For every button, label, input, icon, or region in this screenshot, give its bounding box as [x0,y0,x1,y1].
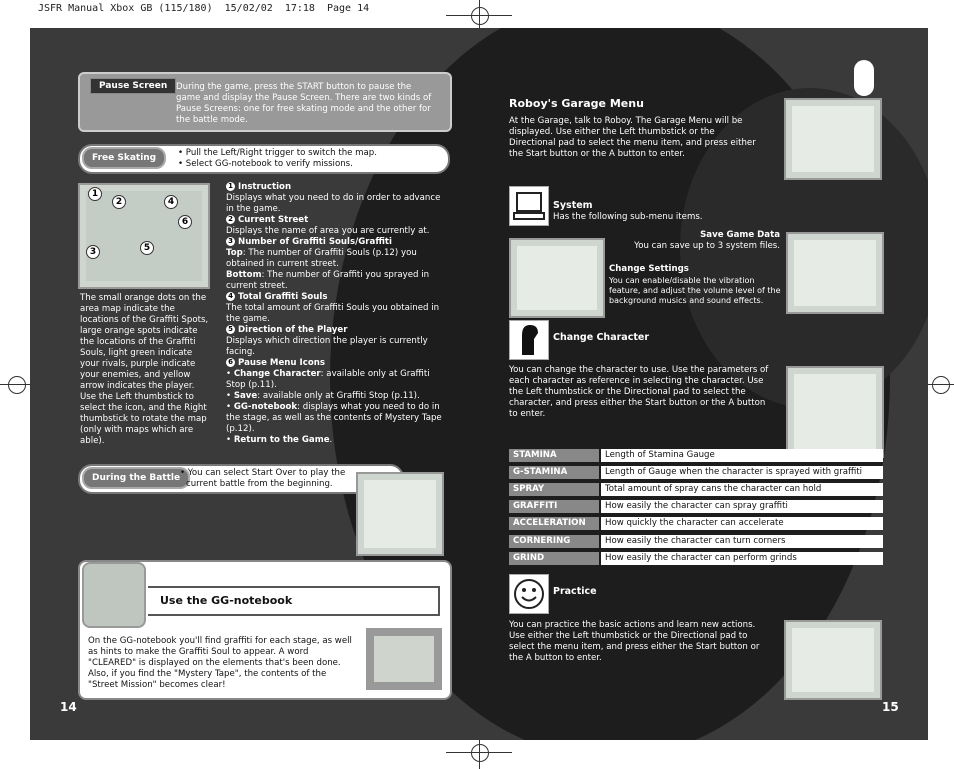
item-title: Total Graffiti Souls [238,292,328,302]
registration-line [479,0,480,28]
battle-line-1: • You can select Start Over to play the [180,468,346,478]
item-title: Instruction [238,182,292,192]
table-row [509,535,879,548]
battle-line-2: current battle from the beginning. [186,479,333,489]
callout-2: 2 [112,195,126,209]
save-screenshot [786,232,884,314]
free-skating-line-1: • Pull the Left/Right trigger to switch the map. [178,148,377,158]
free-skating-bar [78,144,450,174]
item-body: The total amount of Graffiti Souls you obtained in the game. [226,303,440,324]
garage-screenshot [784,98,882,180]
logo-mark [854,60,874,96]
param-value: How easily the character can turn corners [601,535,883,548]
character-icon [509,320,549,360]
param-value: Length of Gauge when the character is sprayed with graffiti [601,466,883,479]
item-body: : The number of Graffiti Souls (p.12) you obtained in current street. [226,248,417,269]
registration-line [479,740,480,769]
item-body: : The number of Graffiti you sprayed in current street. [226,270,430,291]
free-skating-tag: Free Skating [82,147,166,169]
gg-screenshot [366,628,442,690]
item-title: Pause Menu Icons [238,358,325,368]
settings-title: Change Settings [609,264,689,274]
menu-icon-label: Change Character [233,369,321,379]
change-text: You can change the character to use. Use the parameters of each character as reference in selecting the character. Use the Left thumbstick or the Directional pad to select the character, and press either the Start button or the A button to enter. [509,365,769,419]
table-row [509,466,879,479]
change-title: Change Character [553,332,650,343]
settings-text: You can enable/disable the vibration feature, and adjust the volume level of the background musics and sound effects. [609,276,781,305]
registration-mark-right [932,376,950,394]
item-title: Number of Graffiti Souls/Graffiti [238,237,392,247]
menu-icon-label: Return to the Game [233,435,330,445]
item-body: Displays what you need to do in order to advance in the game. [226,193,441,214]
item-label: Bottom [226,270,262,280]
garage-title: Roboy's Garage Menu [509,97,644,110]
param-key: ACCELERATION [509,517,599,530]
practice-text: You can practice the basic actions and learn new actions. Use either the Left thumbstick or the Directional pad to select the menu item, and press either the Start button or the A button to enter. [509,620,760,663]
table-row [509,517,879,530]
gg-notebook-panel [78,560,452,700]
number-badge: 2 [226,215,235,224]
number-badge: 5 [226,325,235,334]
battle-tag: During the Battle [82,467,190,489]
page-spread [30,28,928,740]
smiley-icon [509,574,549,614]
item-label: Top [226,248,243,258]
character-screenshot [786,366,884,458]
param-value: How quickly the character can accelerate [601,517,883,530]
registration-mark-bottom [471,744,489,762]
param-value: Length of Stamina Gauge [601,449,883,462]
callout-3: 3 [86,245,100,259]
table-row [509,500,879,513]
param-key: STAMINA [509,449,599,462]
param-key: G-STAMINA [509,466,599,479]
menu-icon-text: . [329,435,333,445]
battle-screenshot [356,472,444,556]
registration-mark-left [8,376,26,394]
param-value: How easily the character can spray graffiti [601,500,883,513]
number-badge: 4 [226,292,235,301]
system-text: Has the following sub-menu items. [553,212,703,222]
practice-title: Practice [553,586,597,597]
pause-screen-tag: Pause Screen [90,78,176,94]
number-badge: 6 [226,358,235,367]
save-text: You can save up to 3 system files. [634,241,780,251]
table-row [509,449,879,462]
param-value: Total amount of spray cans the character can hold [601,483,883,496]
character-portrait [82,562,146,628]
menu-icon-label: GG-notebook [233,402,298,412]
registration-line [928,384,954,385]
registration-mark-top [471,7,489,25]
param-key: SPRAY [509,483,599,496]
settings-screenshot [509,238,605,318]
practice-screenshot [784,620,882,700]
pause-screen-panel [78,72,452,132]
callout-1: 1 [88,187,102,201]
param-key: GRAFFITI [509,500,599,513]
table-row [509,552,879,565]
pause-screen-text: During the game, press the START button to pause the game and display the Pause Screen. There are two kinds of Pause Screens: one for free skating mode and the other for the battle mode. [176,82,432,125]
param-value: How easily the character can perform grinds [601,552,883,565]
page-number-left: 14 [60,700,77,714]
menu-icon-text: : available only at Graffiti Stop (p.11). [257,391,420,401]
item-body: Displays which direction the player is currently facing. [226,336,428,357]
param-key: CORNERING [509,535,599,548]
item-body: Displays the name of area you are currently at. [226,226,430,236]
param-key: GRIND [509,552,599,565]
registration-line [0,384,30,385]
table-row [509,483,879,496]
item-title: Current Street [238,215,309,225]
system-title: System [553,200,593,211]
registration-line [446,15,512,16]
callout-6: 6 [178,215,192,229]
number-badge: 3 [226,237,235,246]
callout-4: 4 [164,195,178,209]
items-column: 1 Instruction Displays what you need to do in order to advance in the game. 2 Current Street Displays the name of area you are currently at. 3 Number of Graffiti Souls/Graffiti Top: The number of Graffiti Souls (p.12) you obtained in current street. Bottom: The number of Graffiti you sprayed in current street. 4 Total Graffiti Souls The total amount of Graffiti Souls you obtained in the game. 5 Direction of the Player Displays which direction the player is currently facing. 6 Pause Menu Icons • Change Character: available only at Graffiti Stop (p.11). • Save: available only at Graffiti Stop (p.11). • GG-notebook: displays what you need to do in the stage, as well as the contents of Mystery Tape (p.12). • Return to the Game. [226,182,446,446]
callout-5: 5 [140,241,154,255]
item-title: Direction of the Player [238,325,348,335]
menu-icon-label: Save [233,391,258,401]
free-skating-line-2: • Select GG-notebook to verify missions. [178,159,353,169]
map-description: The small orange dots on the area map indicate the locations of the Graffiti Spots, large orange spots indicate the locations of the Graffiti Souls, light green indicate your rivals, purple indicate your enemies, and yellow arrow indicates the player. Use the Left thumbstick to select the icon, and the Right thumbstick to rotate the map (only with maps which are able). [80,293,209,446]
computer-icon [509,186,549,226]
page-number-right: 15 [882,700,899,714]
menu-icon-text: : available only at Graffiti Stop (p.11). [226,369,430,390]
number-badge: 1 [226,182,235,191]
save-title: Save Game Data [700,230,780,240]
menu-icon-text: : displays what you need to do in the stage, as well as the contents of Mystery Tape (p.12). [226,402,442,434]
garage-text: At the Garage, talk to Roboy. The Garage Menu will be displayed. Use either the Left thumbstick or the Directional pad to select the menu item, and press either the Start button or the A button to enter. [509,116,756,159]
gg-title: Use the GG-notebook [160,594,293,607]
registration-line [446,752,512,753]
pause-map-screenshot [78,183,210,289]
print-header: JSFR Manual Xbox GB (115/180) 15/02/02 17:18 Page 14 [38,3,370,14]
gg-text: On the GG-notebook you'll find graffiti for each stage, as well as hints to make the Graffiti Soul to appear. A word "CLEARED" is displayed on the elements that's been done. Also, if you find the "Mystery Tape", the contents of the "Street Mission" becomes clear! [88,636,352,690]
